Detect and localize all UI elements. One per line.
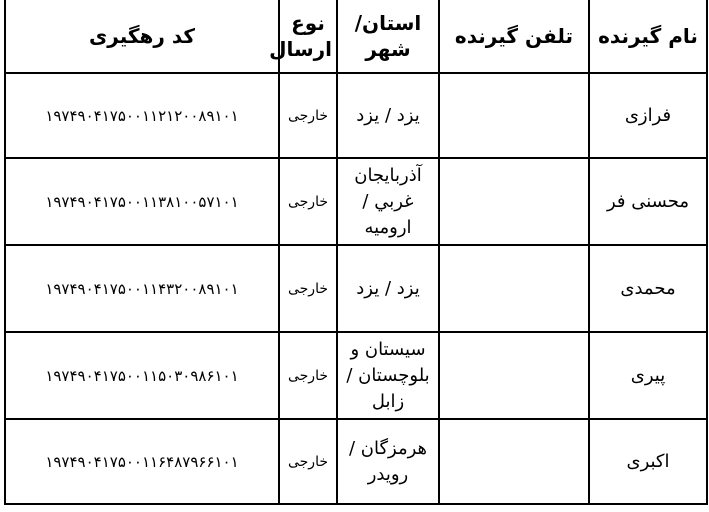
province-city: یزد / یزد: [337, 73, 439, 158]
recipient-phone: [439, 332, 589, 419]
tracking-code: ۱۹۷۴۹۰۴۱۷۵۰۰۱۱۴۳۲۰۰۸۹۱۰۱: [5, 245, 279, 332]
province-city: سیستان و بلوچستان / زابل: [337, 332, 439, 419]
tracking-code: ۱۹۷۴۹۰۴۱۷۵۰۰۱۱۳۸۱۰۰۵۷۱۰۱: [5, 158, 279, 245]
recipient-phone: [439, 73, 589, 158]
table-row: [5, 419, 707, 504]
shipping-type: خارجی: [279, 332, 337, 419]
shipments-table: [4, 0, 708, 505]
recipient-name: اکبری: [589, 419, 707, 504]
recipient-name: فرازی: [589, 73, 707, 158]
recipient-phone: [439, 158, 589, 245]
header-tracking-code: کد رهگیری: [5, 0, 279, 73]
recipient-phone: [439, 419, 589, 504]
header-recipient-phone: تلفن گیرنده: [439, 0, 589, 73]
tracking-code: ۱۹۷۴۹۰۴۱۷۵۰۰۱۱۲۱۲۰۰۸۹۱۰۱: [5, 73, 279, 158]
shipping-type: خارجی: [279, 158, 337, 245]
header-recipient-name: نام گیرنده: [589, 0, 707, 73]
shipping-type: خارجی: [279, 73, 337, 158]
table-header-row: [5, 0, 707, 73]
table-row: [5, 158, 707, 245]
table-row: [5, 332, 707, 419]
table-row: [5, 245, 707, 332]
tracking-code: ۱۹۷۴۹۰۴۱۷۵۰۰۱۱۵۰۳۰۹۸۶۱۰۱: [5, 332, 279, 419]
header-shipping-type: نوع ارسال: [279, 0, 337, 73]
province-city: آذربایجان غربي / ارومیه: [337, 158, 439, 245]
recipient-name: محمدی: [589, 245, 707, 332]
tracking-code: ۱۹۷۴۹۰۴۱۷۵۰۰۱۱۶۴۸۷۹۶۶۱۰۱: [5, 419, 279, 504]
recipient-name: پیری: [589, 332, 707, 419]
recipient-name: محسنی فر: [589, 158, 707, 245]
recipient-phone: [439, 245, 589, 332]
header-province-city: استان/ شهر: [337, 0, 439, 73]
province-city: هرمزگان / رویدر: [337, 419, 439, 504]
shipping-type: خارجی: [279, 245, 337, 332]
shipping-type: خارجی: [279, 419, 337, 504]
table-row: [5, 73, 707, 158]
province-city: یزد / یزد: [337, 245, 439, 332]
